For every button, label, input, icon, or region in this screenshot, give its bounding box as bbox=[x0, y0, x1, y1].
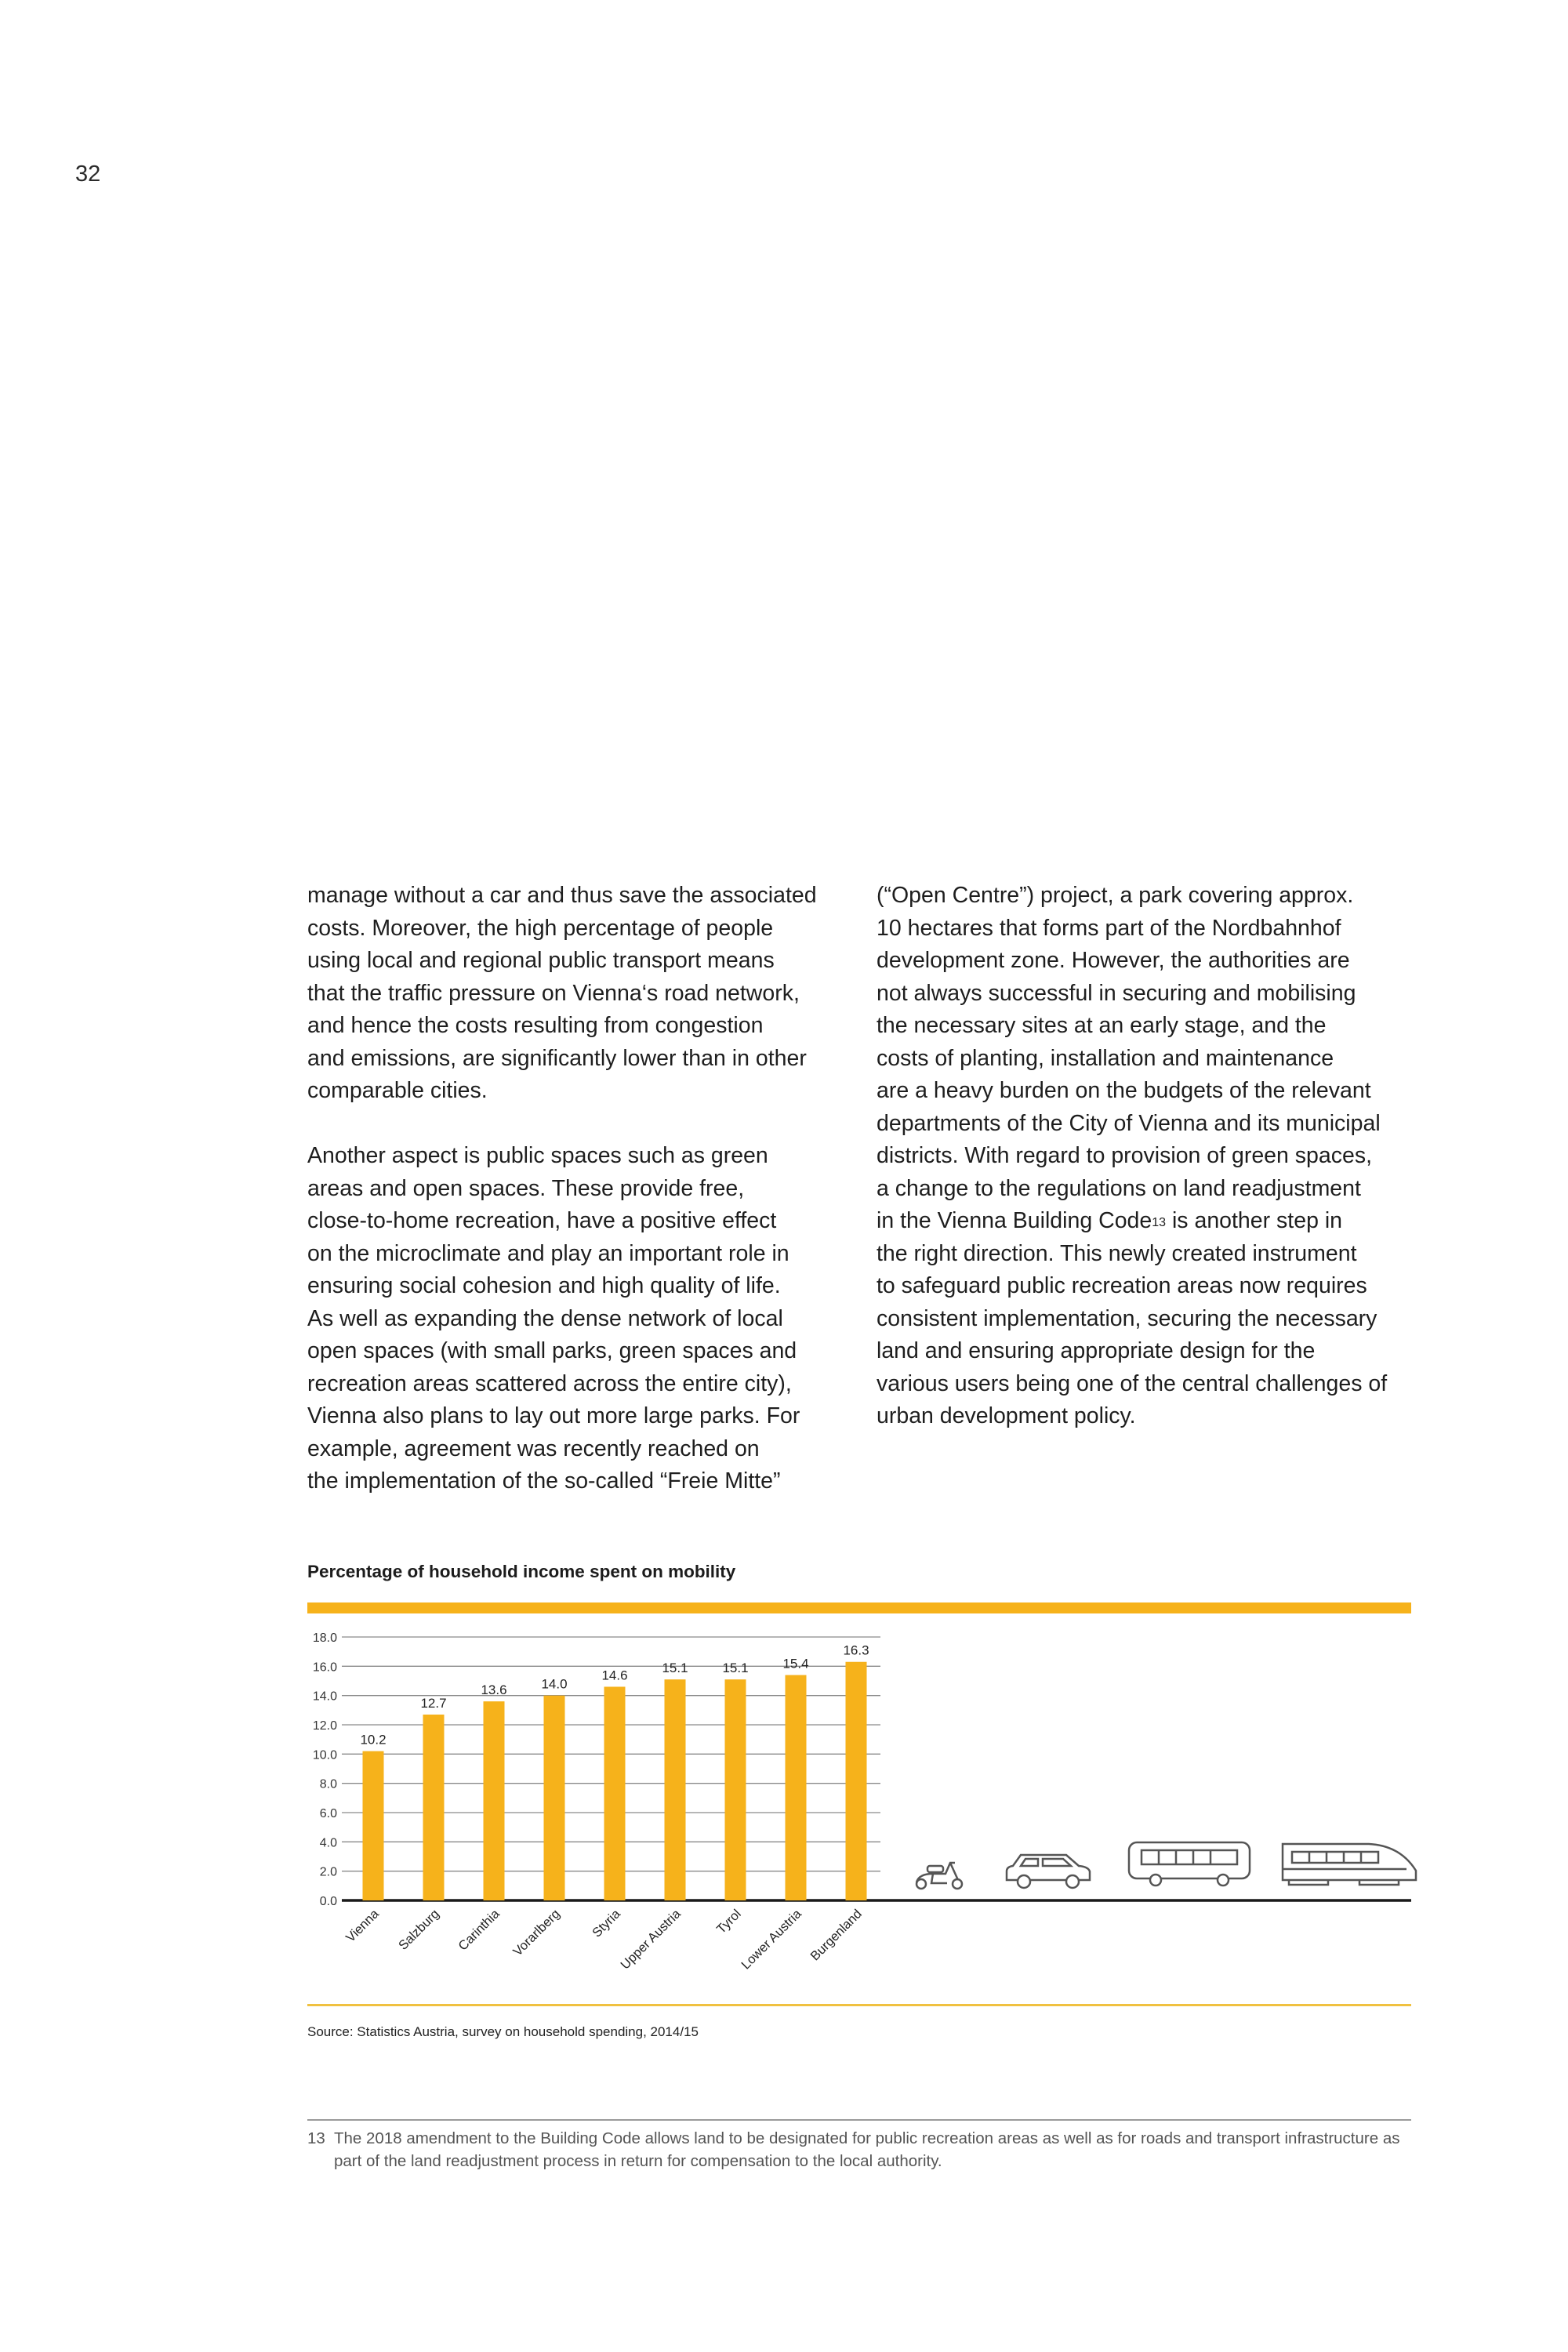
paragraph-text: (“Open Centre”) project, a park covering approx. 10 hectares that forms part of the Nordbahnhof development zone. However, the authorities are not always successful in securing and mobilising the necessary sites at an early stage, and the costs of planting, installation and maintenance are a heavy burden on the budgets of the relevant departments of the City of Vienna and its municipal districts. With regard to provision of green spaces, a change to the regulations on land readjustment in the Vienna Building Code bbox=[877, 883, 1381, 1233]
x-tick-label: Carinthia bbox=[456, 1907, 503, 1954]
body-column-right bbox=[877, 880, 1433, 1465]
bar-value-label: 14.6 bbox=[601, 1668, 628, 1683]
footnote-rule bbox=[307, 2119, 1411, 2121]
body-column-left bbox=[307, 880, 856, 1530]
x-tick-label: Tyrol bbox=[713, 1907, 744, 1937]
bar-value-label: 16.3 bbox=[843, 1642, 869, 1658]
bar-value-label: 15.1 bbox=[662, 1661, 688, 1676]
bar-value-label: 14.0 bbox=[541, 1676, 568, 1692]
x-tick-label: Lower Austria bbox=[739, 1907, 804, 1973]
x-tick-label: Salzburg bbox=[396, 1907, 442, 1953]
body-paragraph bbox=[877, 880, 1433, 1433]
x-tick-label: Vienna bbox=[343, 1907, 382, 1945]
chart-bottom-rule bbox=[307, 2004, 1411, 2006]
bar-value-label: 10.2 bbox=[360, 1732, 387, 1748]
y-tick-label: 2.0 bbox=[319, 1865, 337, 1879]
bar-vorarlberg bbox=[544, 1696, 565, 1900]
x-tick-label: Vorarlberg bbox=[510, 1907, 563, 1959]
bar-carinthia bbox=[484, 1701, 505, 1900]
x-tick-label: Upper Austria bbox=[618, 1907, 684, 1973]
y-tick-label: 14.0 bbox=[312, 1690, 337, 1704]
y-tick-label: 18.0 bbox=[312, 1632, 337, 1645]
footnote-number: 13 bbox=[307, 2129, 325, 2147]
bar-burgenland bbox=[846, 1662, 867, 1900]
bar-value-label: 12.7 bbox=[420, 1695, 447, 1711]
x-tick-label: Styria bbox=[590, 1907, 623, 1940]
bar-upper-austria bbox=[665, 1679, 686, 1900]
mobility-spending-bar-chart bbox=[282, 1631, 1419, 1999]
body-paragraph: Another aspect is public spaces such as green areas and open spaces. These provide free, close-to-home recreation, have a positive effect on the microclimate and play an important role in ensuring social cohesion and high quality of life. As well as expanding the dense network of local open spaces (with small parks, green spaces and recreation areas scattered across the entire city), Vienna also plans to lay out more large parks. For example, agreement was recently reached on the implementation of the so-called “Freie Mitte” bbox=[307, 1143, 800, 1494]
bar-vienna bbox=[363, 1751, 384, 1900]
bar-value-label: 15.4 bbox=[782, 1656, 809, 1671]
footnote-reference[interactable]: 13 bbox=[1152, 1216, 1167, 1229]
body-paragraph: manage without a car and thus save the associated costs. Moreover, the high percentage of people using local and regional public transport means that the traffic pressure on Vienna‘s road network, and hence the costs resulting from congestion and emissions, are significantly lower than in other comparable cities. bbox=[307, 883, 817, 1103]
bar-value-label: 13.6 bbox=[481, 1682, 507, 1698]
scooter-icon bbox=[916, 1863, 962, 1889]
footnote-text: The 2018 amendment to the Building Code allows land to be designated for public recreation areas as well as for roads and transport infrastructure as part of the land readjustment process in return for compensation to the local authority. bbox=[334, 2129, 1400, 2170]
y-tick-label: 8.0 bbox=[319, 1777, 337, 1791]
train-icon bbox=[1283, 1844, 1416, 1885]
chart-source: Source: Statistics Austria, survey on household spending, 2014/15 bbox=[307, 2024, 699, 2039]
car-icon bbox=[1007, 1855, 1090, 1888]
y-tick-label: 16.0 bbox=[312, 1661, 337, 1675]
bus-icon bbox=[1129, 1842, 1250, 1886]
x-tick-label: Burgenland bbox=[808, 1907, 865, 1964]
y-tick-label: 4.0 bbox=[319, 1836, 337, 1850]
chart-title-rule bbox=[307, 1602, 1411, 1613]
footnote bbox=[307, 2127, 1421, 2172]
y-tick-label: 12.0 bbox=[312, 1719, 337, 1733]
y-tick-label: 6.0 bbox=[319, 1807, 337, 1820]
chart-title: Percentage of household income spent on mobility bbox=[307, 1562, 736, 1581]
page-number: 32 bbox=[75, 162, 101, 187]
y-tick-label: 0.0 bbox=[319, 1895, 337, 1908]
bar-tyrol bbox=[725, 1679, 746, 1900]
paragraph-text: is another step in the right direction. This newly created instrument to safeguard public recreation areas now requires consistent implementation, securing the necessary land and ensuring appropriate design for the various users being one of the central challenges of urban development policy. bbox=[877, 1208, 1388, 1428]
bar-salzburg bbox=[423, 1715, 445, 1900]
y-tick-label: 10.0 bbox=[312, 1748, 337, 1762]
bar-lower-austria bbox=[786, 1675, 807, 1900]
bar-value-label: 15.1 bbox=[722, 1661, 749, 1676]
bar-styria bbox=[604, 1686, 626, 1900]
